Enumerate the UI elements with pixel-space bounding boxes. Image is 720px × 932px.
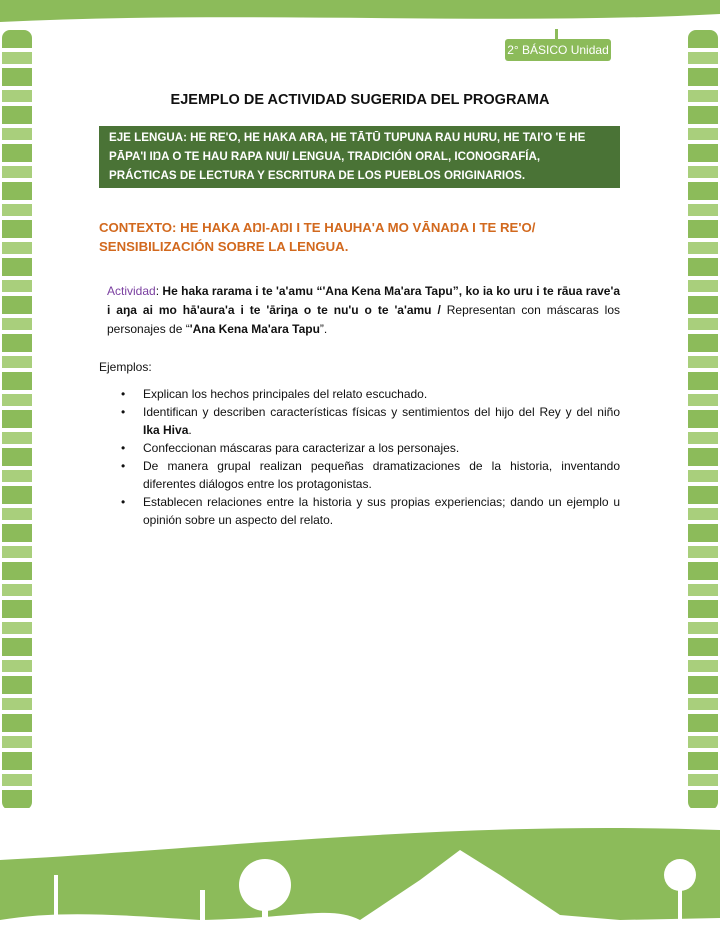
activity-spanish: Representan con máscaras los personajes de “: [107, 303, 621, 336]
eje-box: EJE LENGUA: HE RE'O, HE HAKA ARA, HE TĀTŪ TUPUNA RAU HURU, HE TAI'O 'E HE PĀPA'I IŊA O TE HAU RAPA NUI/ LENGUA, TRADICIÓN ORAL, ICONOGRAFÍA, PRÁCTICAS DE LECTURA Y ESCRITURA DE LOS PUEBLOS ORIGINARIOS.: [99, 126, 620, 188]
activity-label: Actividad: [107, 284, 156, 298]
page-title: EJEMPLO DE ACTIVIDAD SUGERIDA DEL PROGRAMA: [170, 92, 550, 108]
list-item: • Establecen relaciones entre la historia y sus propias experiencias; dando un ejemplo u opinión sobre un aspecto del relato.: [143, 493, 620, 529]
list-item: • Confeccionan máscaras para caracterizar a los personajes.: [143, 439, 620, 457]
activity-sep: :: [155, 284, 163, 298]
examples-list: [143, 385, 620, 529]
list-item: • De manera grupal realizan pequeñas dramatizaciones de la historia, inventando diferentes diálogos entre los protagonistas.: [143, 457, 620, 493]
left-ornament-border: [2, 30, 32, 810]
activity-end: ”.: [319, 322, 328, 336]
top-decorative-band: [0, 0, 720, 40]
activity-title: 'Ana Kena Ma'ara Tapu: [189, 322, 320, 336]
context-heading: CONTEXTO: HE HAKA AŊI-AŊI I TE HAUHA'A MO VĀNAŊA I TE RE'O/ SENSIBILIZACIÓN SOBRE LA LENGUA.: [99, 220, 536, 254]
examples-label: Ejemplos:: [99, 360, 152, 374]
list-item: • Explican los hechos principales del relato escuchado.: [143, 385, 620, 403]
activity-paragraph: [107, 282, 620, 339]
list-item: • Identifican y describen características físicas y sentimientos del hijo del Rey y del niño Ika Hiva.: [143, 403, 620, 439]
unit-label: 2° BÁSICO Unidad 1: [505, 39, 611, 61]
activity-rapanui: He haka rarama i te 'a'amu “'Ana Kena Ma'ara Tapu”, ko ia ko uru i te rāua rave'a i aŋa ai mo hā'aura'a i te 'āriŋa o te nu'u o te 'a'amu /: [107, 284, 621, 317]
bottom-landscape-illustration: [0, 820, 720, 932]
right-ornament-border: [688, 30, 718, 810]
